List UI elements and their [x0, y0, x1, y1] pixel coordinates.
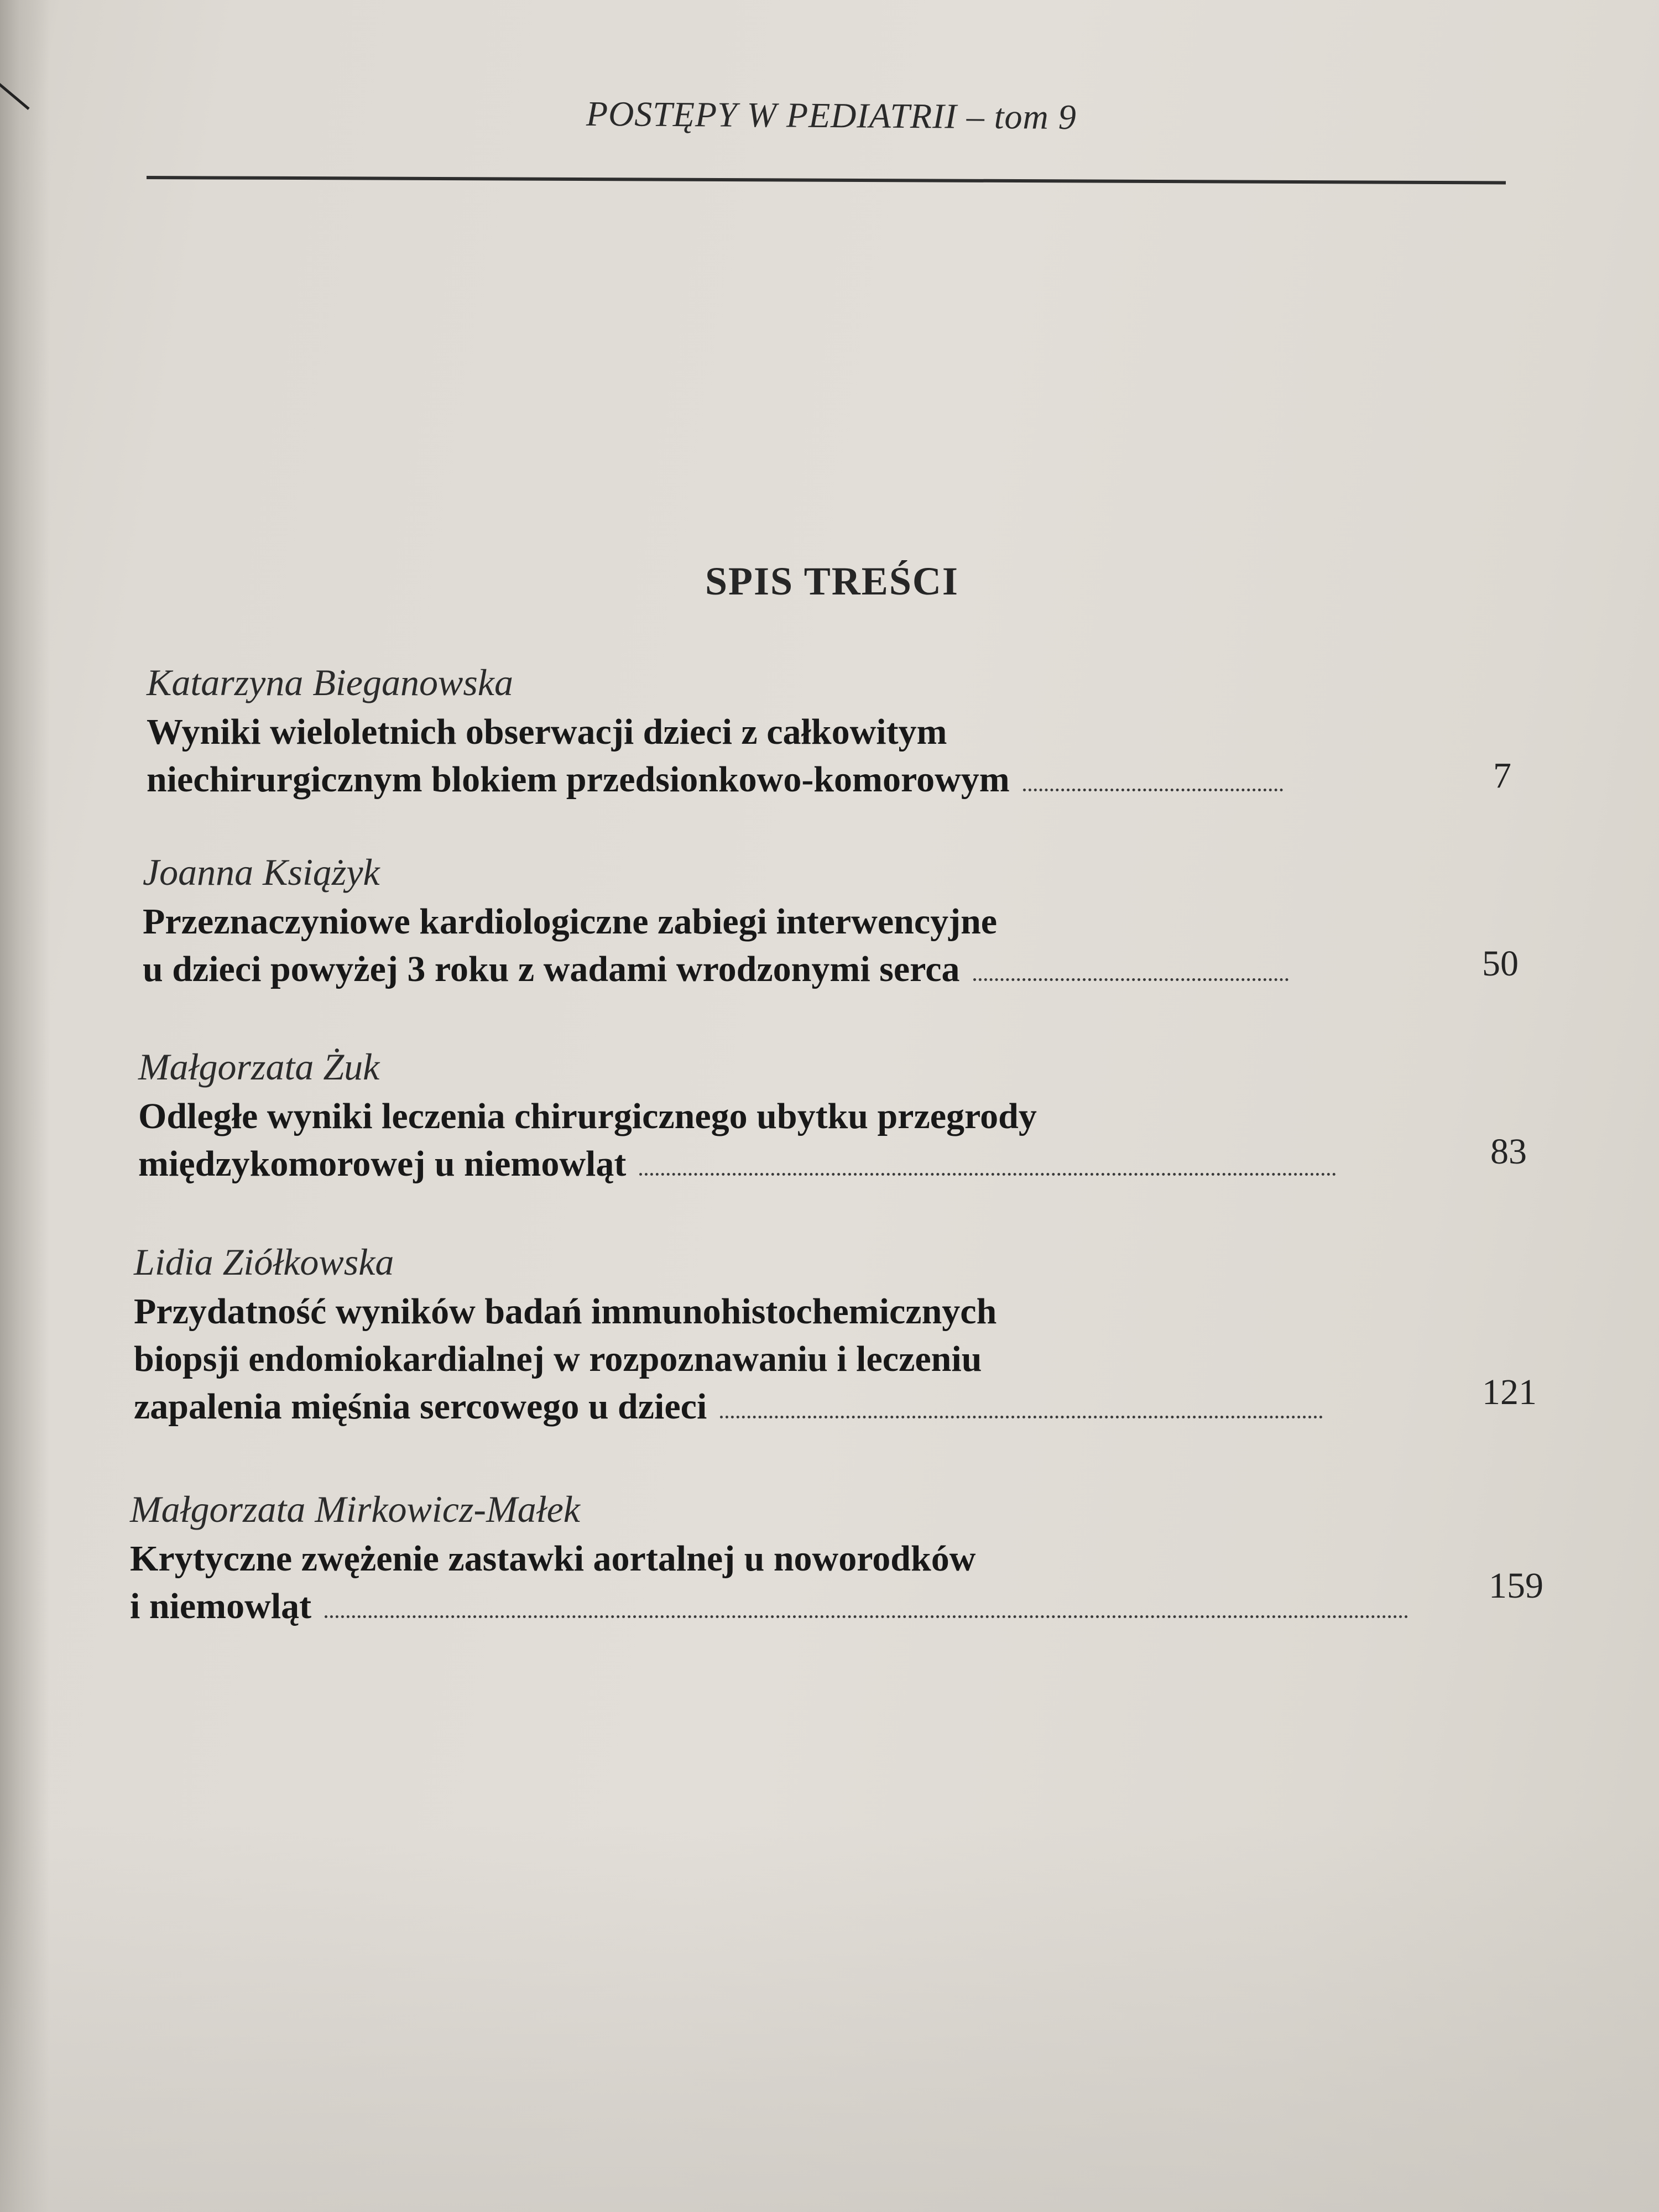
entry-title-line: Przeznaczyniowe kardiologiczne zabiegi interwencyjne: [143, 901, 998, 942]
entry-title-line: i niemowląt: [130, 1586, 312, 1626]
leader-dots: [639, 1173, 1336, 1176]
entry-title-first-line: [130, 1535, 1557, 1583]
toc-entry[interactable]: [147, 661, 1573, 804]
entry-author: Małgorzata Mirkowicz-Małek: [130, 1488, 580, 1530]
entry-author: Katarzyna Bieganowska: [147, 661, 513, 703]
entry-title-line: Wyniki wieloletnich obserwacji dzieci z całkowitym: [147, 712, 947, 752]
toc-entry[interactable]: [130, 1488, 1557, 1630]
entry-page-number[interactable]: 7: [1493, 755, 1511, 796]
leader-dots: [973, 978, 1288, 981]
entry-page-number[interactable]: 50: [1482, 943, 1519, 984]
entry-title-line: zapalenia mięśnia sercowego u dzieci: [134, 1386, 707, 1427]
entry-title-line: Odległe wyniki leczenia chirurgicznego ubytku przegrody: [138, 1096, 1037, 1136]
leader-dots: [325, 1615, 1408, 1618]
entry-title-line: biopsji endomiokardialnej w rozpoznawaniu i leczeniu: [134, 1339, 982, 1379]
entry-title-last-line: [130, 1583, 1557, 1630]
entry-author: Małgorzata Żuk: [138, 1046, 380, 1088]
entry-page-number[interactable]: 121: [1482, 1372, 1537, 1412]
entry-title-line: u dzieci powyżej 3 roku z wadami wrodzonymi serca: [143, 949, 960, 989]
entry-title-line: Krytyczne zwężenie zastawki aortalnej u noworodków: [130, 1538, 976, 1579]
bottom-shadow: [0, 1825, 1659, 2212]
entry-author: Lidia Ziółkowska: [134, 1241, 394, 1283]
entry-title-last-line: [143, 946, 1569, 993]
entry-page-number[interactable]: 83: [1490, 1131, 1527, 1172]
entry-title-last-line: [138, 1140, 1565, 1188]
entry-author: Joanna Książyk: [143, 851, 380, 893]
leader-dots: [1023, 789, 1283, 791]
toc-entry[interactable]: [138, 1045, 1565, 1188]
entry-title-last-line: [134, 1383, 1561, 1431]
entry-title-line: Przydatność wyników badań immunohistochemicznych: [134, 1291, 997, 1332]
toc-entry[interactable]: [143, 851, 1569, 993]
entry-title-last-line: [147, 756, 1573, 804]
running-head: POSTĘPY W PEDIATRII – tom 9: [586, 93, 1077, 137]
toc-entry[interactable]: [134, 1240, 1561, 1431]
header-rule: [147, 176, 1506, 184]
entry-title-line: międzykomorowej u niemowląt: [138, 1144, 627, 1184]
entry-page-number[interactable]: 159: [1489, 1566, 1543, 1606]
leader-dots: [720, 1416, 1323, 1418]
toc-title: SPIS TREŚCI: [705, 559, 959, 603]
entry-title-line: niechirurgicznym blokiem przedsionkowo-komorowym: [147, 759, 1010, 800]
